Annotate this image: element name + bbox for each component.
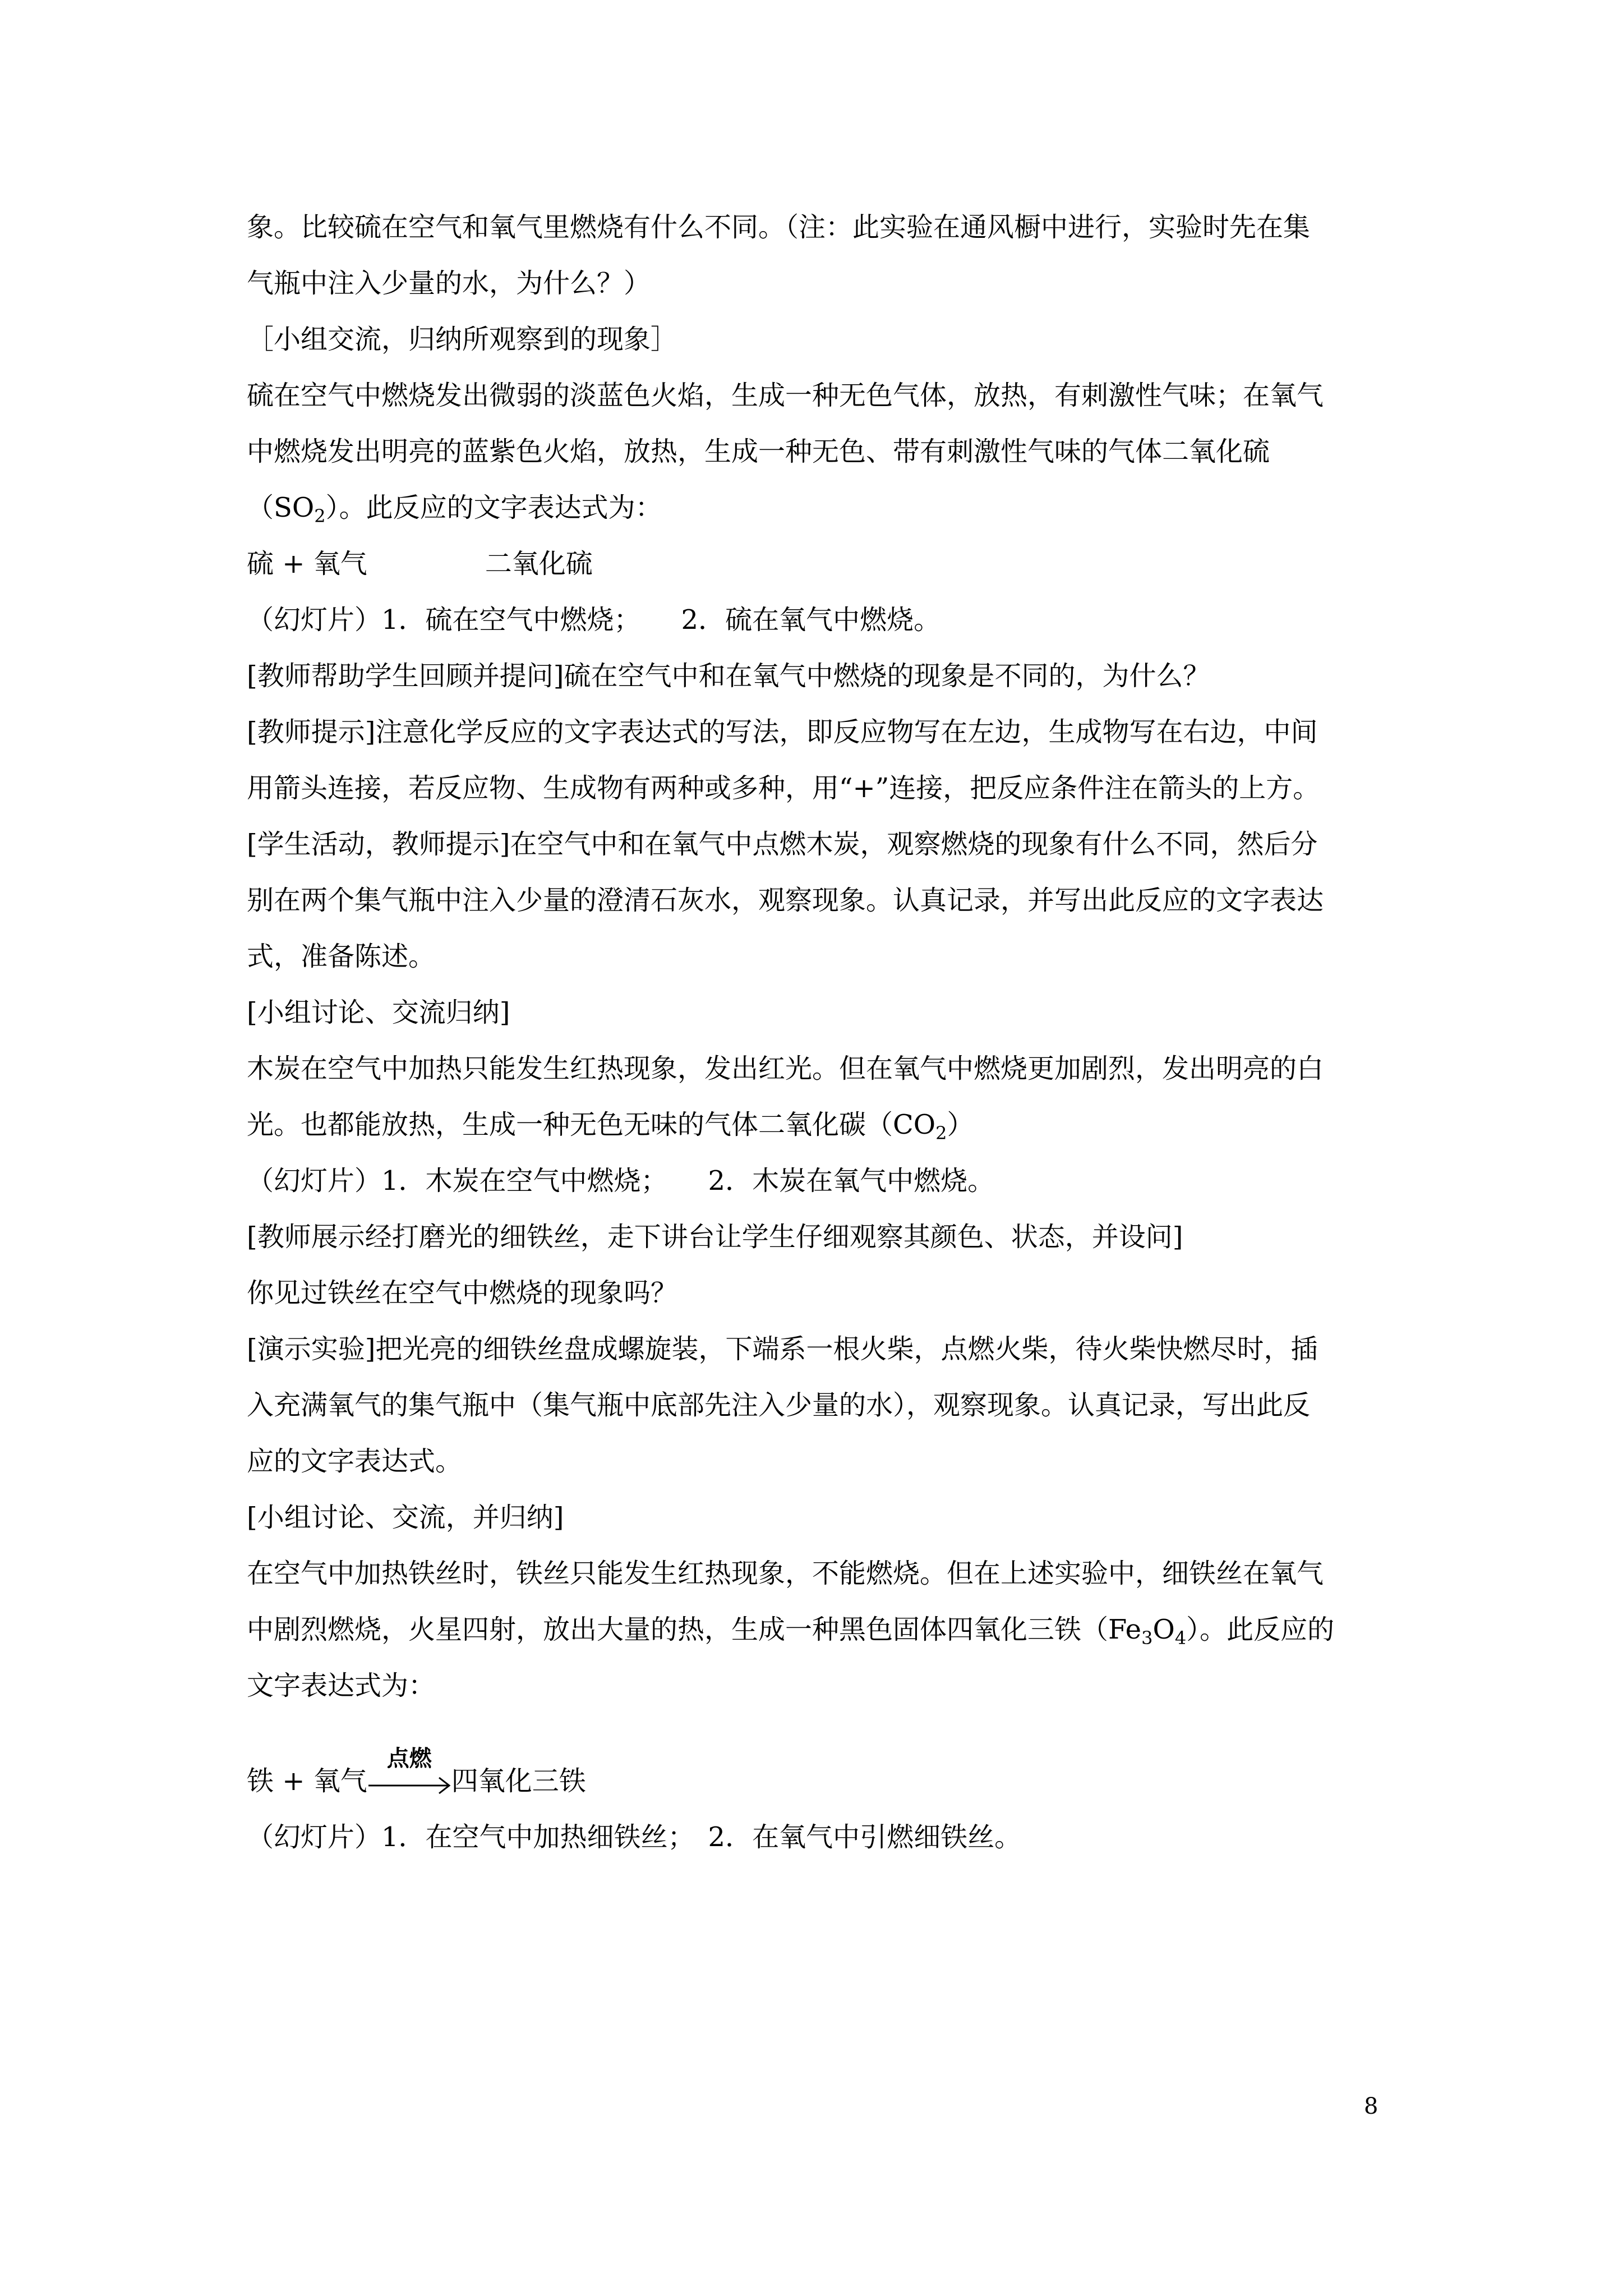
paragraph-line: [教师提示]注意化学反应的文字表达式的写法，即反应物写在左边，生成物写在右边，中间 (247, 716, 1318, 748)
paragraph-line: 用箭头连接，若反应物、生成物有两种或多种，用“+”连接，把反应条件注在箭头的上方。 (247, 772, 1320, 804)
paragraph-line: 应的文字表达式。 (247, 1446, 463, 1477)
paragraph-line: 木炭在空气中加热只能发生红热现象，发出红光。但在氧气中燃烧更加剧烈，发出明亮的白 (247, 1053, 1324, 1084)
paragraph-line: [演示实验]把光亮的细铁丝盘成螺旋装，下端系一根火柴，点燃火柴，待火柴快燃尽时，插 (247, 1333, 1318, 1365)
equation-product: 四氧化三铁 (451, 1765, 586, 1797)
reaction-condition: 点燃 (386, 1746, 432, 1772)
paragraph-line: 别在两个集气瓶中注入少量的澄清石灰水，观察现象。认真记录，并写出此反应的文字表达 (247, 885, 1324, 916)
paragraph-line: [教师帮助学生回顾并提问]硫在空气中和在氧气中燃烧的现象是不同的，为什么？ (247, 660, 1210, 692)
paragraph-line: [教师展示经打磨光的细铁丝，走下讲台让学生仔细观察其颜色、状态，并设问] (247, 1221, 1183, 1253)
paragraph-line: 文字表达式为： (247, 1670, 436, 1701)
section-heading: ［小组交流，归纳所观察到的现象］ (247, 324, 678, 355)
word-equation-sulfur (247, 547, 1391, 581)
paragraph-line-with-formula: $(SO_2)$。此反应的文字表达式为： (247, 492, 662, 527)
reaction-arrow (367, 1746, 451, 1798)
slide-note: （幻灯片）1．硫在空气中燃烧； 2．硫在氧气中燃烧。 (247, 604, 941, 636)
section-heading: [小组讨论、交流，并归纳] (247, 1502, 564, 1533)
right-arrow-icon (367, 1764, 451, 1798)
section-heading: [小组讨论、交流归纳] (247, 997, 510, 1028)
paragraph-line: 硫在空气中燃烧发出微弱的淡蓝色火焰，生成一种无色气体，放热，有刺激性气味；在氧气 (247, 380, 1324, 411)
paragraph-line: 在空气中加热铁丝时，铁丝只能发生红热现象，不能燃烧。但在上述实验中，细铁丝在氧气 (247, 1558, 1324, 1589)
paragraph-line: 入充满氧气的集气瓶中（集气瓶中底部先注入少量的水），观察现象。认真记录，写出此反 (247, 1389, 1311, 1421)
paragraph-line: 中燃烧发出明亮的蓝紫色火焰，放热，生成一种无色、带有刺激性气味的气体二氧化硫 (247, 436, 1270, 467)
equation-reactants: 铁 + 氧气 (247, 1765, 367, 1797)
paragraph-line: 气瓶中注入少量的水，为什么？） (247, 268, 651, 299)
paragraph-line-with-formula: 中剧烈燃烧，火星四射，放出大量的热，生成一种黑色固体四氧化三铁$(Fe_3O_4)$。此反应的 (247, 1614, 1335, 1649)
page-number: 8 (1364, 2093, 1378, 2119)
slide-note: （幻灯片）1．木炭在空气中燃烧； 2．木炭在氧气中燃烧。 (247, 1165, 995, 1197)
slide-note: （幻灯片）1．在空气中加热细铁丝； 2．在氧气中引燃细铁丝。 (247, 1821, 1022, 1853)
paragraph-line: 式，准备陈述。 (247, 941, 436, 972)
equation-reactants: 硫 + 氧气 (247, 548, 367, 579)
equation-product: 二氧化硫 (485, 548, 593, 579)
paragraph-line: [学生活动，教师提示]在空气中和在氧气中点燃木炭，观察燃烧的现象有什么不同，然后分 (247, 829, 1318, 860)
word-equation-iron (247, 1746, 1391, 1798)
paragraph-line: 你见过铁丝在空气中燃烧的现象吗？ (247, 1277, 678, 1309)
paragraph-line-with-formula: 光。也都能放热，生成一种无色无味的气体二氧化碳$(CO_2)$ (247, 1109, 974, 1144)
paragraph-line: 象。比较硫在空气和氧气里燃烧有什么不同。（注：此实验在通风橱中进行，实验时先在集 (247, 211, 1311, 243)
